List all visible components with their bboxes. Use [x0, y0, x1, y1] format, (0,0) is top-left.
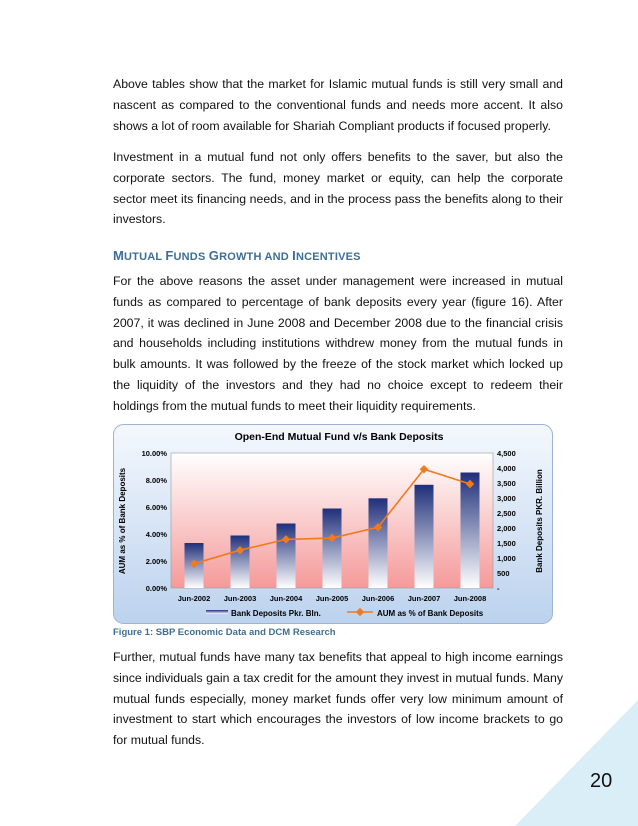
bar-bank-deposits — [323, 509, 342, 589]
paragraph-aum-growth: For the above reasons the asset under management were increased in mutual funds as compared to percentage of bank deposits every year (figure 16). After 2007, it was declined in June 2008 and December 2008 due to the financial crisis and households including institutions withdrew money from the mutual funds in bulk amounts. It was followed by the freeze of the stock market which locked up the liquidity of the investors and they had no choice except to redeem their holdings from the mutual funds to meet their liquidity requirements. — [113, 274, 563, 413]
x-tick-label: Jun-2007 — [407, 594, 441, 603]
y-tick-label: 8.00% — [145, 476, 167, 485]
mutual-fund-chart — [113, 424, 553, 624]
y2-tick-label: 3,500 — [497, 479, 516, 488]
bar-bank-deposits — [231, 536, 250, 589]
y-axis-label: AUM as % of Bank Deposits — [118, 467, 127, 575]
bar-bank-deposits — [369, 498, 388, 588]
x-tick-label: Jun-2005 — [315, 594, 349, 603]
paragraph-intro: Above tables show that the market for Islamic mutual funds is still very small and nascent as compared to the conventional funds and needs more accent. It also shows a lot of room available for Shariah Compliant products if focused properly. — [113, 77, 563, 133]
y2-axis-label: Bank Deposits PKR. Billion — [535, 469, 544, 573]
chart-title: Open-End Mutual Fund v/s Bank Deposits — [234, 431, 444, 443]
bar-bank-deposits — [415, 485, 434, 588]
y2-tick-label: 1,000 — [497, 554, 516, 563]
x-tick-label: Jun-2002 — [177, 594, 211, 603]
y2-tick-label: 500 — [497, 569, 510, 578]
y2-tick-label: 4,000 — [497, 464, 516, 473]
bar-bank-deposits — [461, 473, 480, 589]
y2-tick-label: - — [497, 584, 500, 593]
x-tick-label: Jun-2008 — [453, 594, 487, 603]
y-tick-label: 10.00% — [141, 449, 167, 458]
y-tick-label: 6.00% — [145, 503, 167, 512]
y-tick-label: 0.00% — [145, 584, 167, 593]
bar-bank-deposits — [277, 524, 296, 589]
x-tick-label: Jun-2004 — [269, 594, 303, 603]
figure-caption: Figure 1: SBP Economic Data and DCM Research — [113, 627, 336, 638]
y2-tick-label: 2,500 — [497, 509, 516, 518]
y2-tick-label: 1,500 — [497, 539, 516, 548]
section-heading: MUTUAL FUNDS GROWTH AND INCENTIVES — [113, 248, 361, 263]
x-tick-label: Jun-2003 — [223, 594, 257, 603]
y2-tick-label: 3,000 — [497, 494, 516, 503]
y2-tick-label: 4,500 — [497, 449, 516, 458]
legend-bar-swatch — [206, 610, 228, 614]
y-tick-label: 4.00% — [145, 530, 167, 539]
y-tick-label: 2.00% — [145, 557, 167, 566]
legend-line-label: AUM as % of Bank Deposits — [377, 609, 484, 618]
paragraph-tax-benefits: Further, mutual funds have many tax benefits that appeal to high income earnings since individuals gain a tax credit for the amount they invest in mutual funds. Many mutual funds especially, money market funds offer very low minimum amount of investment to start which encourages the investors of low income brackets to go for mutual funds. — [113, 650, 563, 748]
x-tick-label: Jun-2006 — [361, 594, 395, 603]
page-number: 20 — [590, 770, 613, 792]
paragraph-investment: Investment in a mutual fund not only offers benefits to the saver, but also the corporate sectors. The fund, money market or equity, can help the corporate sector meet its financing needs, and in the process pass the benefits along to their investors. — [113, 150, 563, 227]
legend-bar-label: Bank Deposits Pkr. Bln. — [231, 609, 321, 618]
y2-tick-label: 2,000 — [497, 524, 516, 533]
